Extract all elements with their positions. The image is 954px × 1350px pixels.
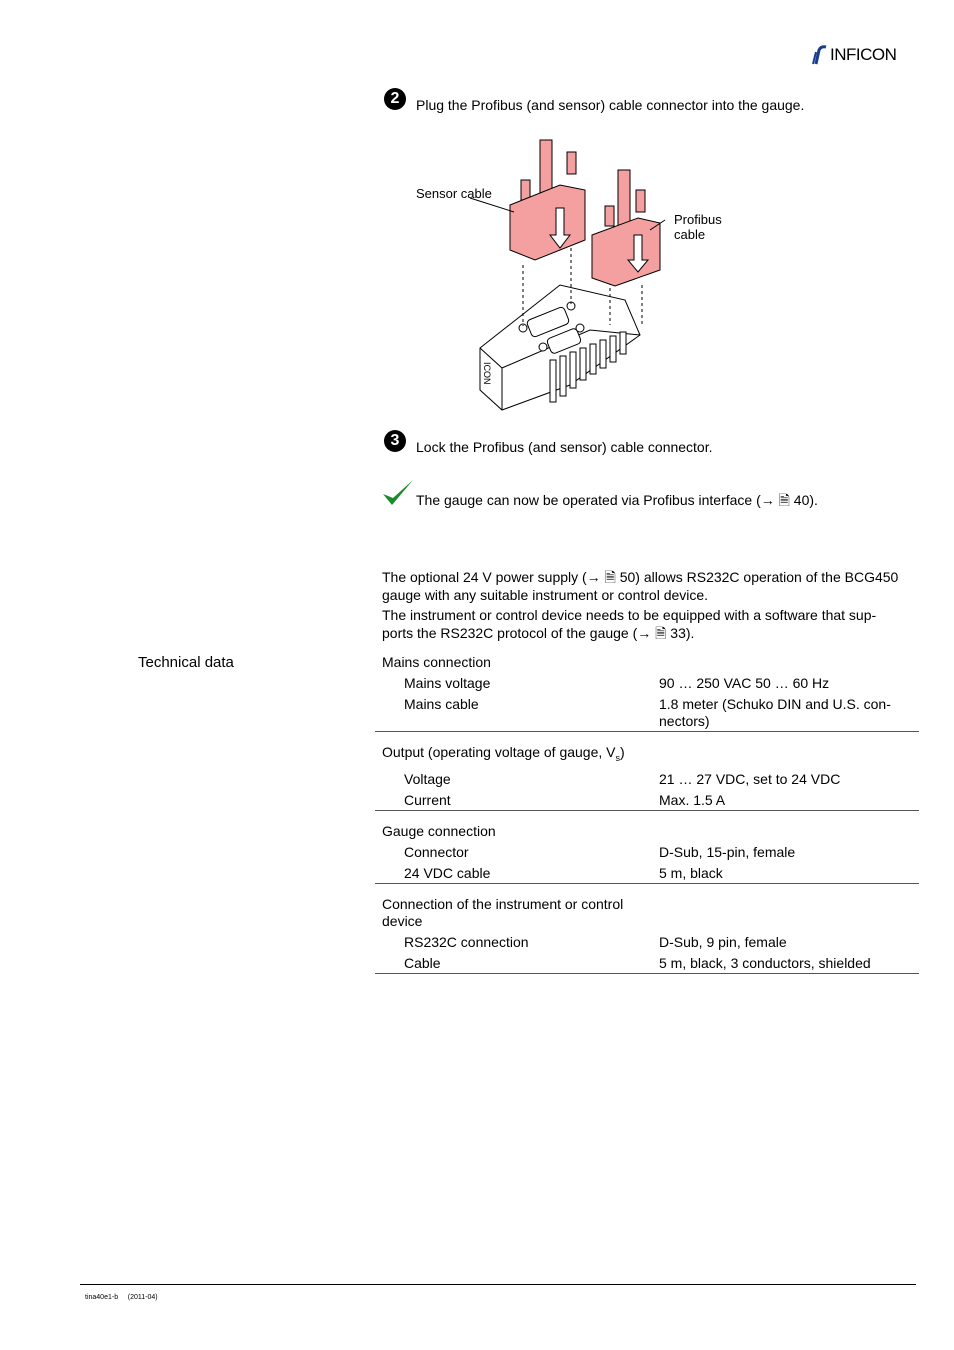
rs232c-connection-label: RS232C connection	[404, 933, 529, 950]
cable-label: Cable	[404, 954, 441, 971]
voltage-label: Voltage	[404, 770, 451, 787]
mains-connection-group	[375, 650, 919, 732]
current-value: Max. 1.5 A	[659, 791, 726, 808]
output-title-text: Output (operating voltage of gauge, V	[382, 744, 616, 760]
vdc-cable-label: 24 VDC cable	[404, 864, 491, 881]
output-title-sub: s	[615, 752, 620, 763]
connector-value: D-Sub, 15-pin, female	[659, 843, 796, 860]
mains-cable-value-line-1: 1.8 meter (Schuko DIN and U.S. con-	[659, 696, 891, 712]
mains-cable-value-line-2: nectors)	[659, 713, 710, 729]
mains-voltage-value: 90 … 250 VAC 50 … 60 Hz	[659, 675, 830, 691]
voltage-value: 21 … 27 VDC, set to 24 VDC	[659, 770, 841, 787]
instrument-title-line-1: Connection of the instrument or control	[382, 895, 624, 912]
instrument-title-line-2: device	[382, 912, 423, 929]
footer-doc-id: tina40e1-b (2011-04)	[85, 1294, 158, 1301]
current-label: Current	[404, 791, 451, 808]
output-title	[375, 740, 642, 767]
instrument-connection-title	[375, 892, 642, 930]
checkmark-icon	[381, 478, 415, 508]
mains-connection-title: Mains connection	[382, 654, 491, 670]
logo-text: INFICON	[830, 45, 897, 64]
table-row	[375, 671, 919, 692]
connector-illustration	[410, 130, 690, 420]
connector-figure	[410, 130, 722, 420]
rs232c-connection-value: D-Sub, 9 pin, female	[659, 933, 787, 950]
step-number-3: 3	[384, 430, 406, 452]
sensor-cable-label: Sensor cable	[416, 186, 492, 201]
step-3-text: Lock the Profibus (and sensor) cable connector.	[416, 439, 713, 455]
table-row	[375, 788, 919, 809]
table-row	[375, 861, 919, 882]
technical-data-heading: Technical data	[138, 654, 234, 671]
gauge-connection-group	[375, 819, 919, 884]
intro-paragraph-1	[382, 568, 922, 604]
mains-voltage-label: Mains voltage	[404, 675, 491, 691]
p2-line-2: ports the RS232C protocol of the gauge (→ 🗎 33).	[382, 625, 695, 641]
inficon-logo-mark-icon	[812, 44, 828, 66]
profibus-cable-label: Profibus cable	[674, 212, 722, 242]
inficon-logo	[812, 42, 916, 68]
mains-cable-label: Mains cable	[404, 696, 479, 712]
connector-label: Connector	[404, 843, 469, 860]
p2-line-1: The instrument or control device needs to be equipped with a software that sup-	[382, 607, 877, 623]
table-row	[375, 767, 919, 788]
table-row	[375, 840, 919, 861]
table-row	[375, 951, 919, 972]
check-result-text: The gauge can now be operated via Profibus interface (→ 🗎 40).	[416, 492, 818, 508]
p1-line-2: gauge with any suitable instrument or control device.	[382, 587, 709, 603]
step-number-2: 2	[384, 88, 406, 110]
instrument-connection-group	[375, 892, 919, 974]
step-2-text: Plug the Profibus (and sensor) cable connector into the gauge.	[416, 97, 805, 113]
device-label-text: ICON	[482, 362, 492, 385]
table-row	[375, 692, 919, 730]
output-group	[375, 740, 919, 811]
cable-value: 5 m, black, 3 conductors, shielded	[659, 954, 871, 971]
intro-paragraph-2	[382, 606, 922, 642]
output-title-end: )	[620, 744, 625, 760]
footer-divider	[80, 1284, 916, 1285]
technical-data-table	[375, 650, 919, 982]
table-row	[375, 930, 919, 951]
mains-cable-value	[659, 696, 919, 730]
gauge-connection-title: Gauge connection	[382, 822, 496, 839]
p1-line-1: The optional 24 V power supply (→ 🗎 50) allows RS232C operation of the BCG450	[382, 569, 899, 585]
vdc-cable-value: 5 m, black	[659, 864, 723, 881]
